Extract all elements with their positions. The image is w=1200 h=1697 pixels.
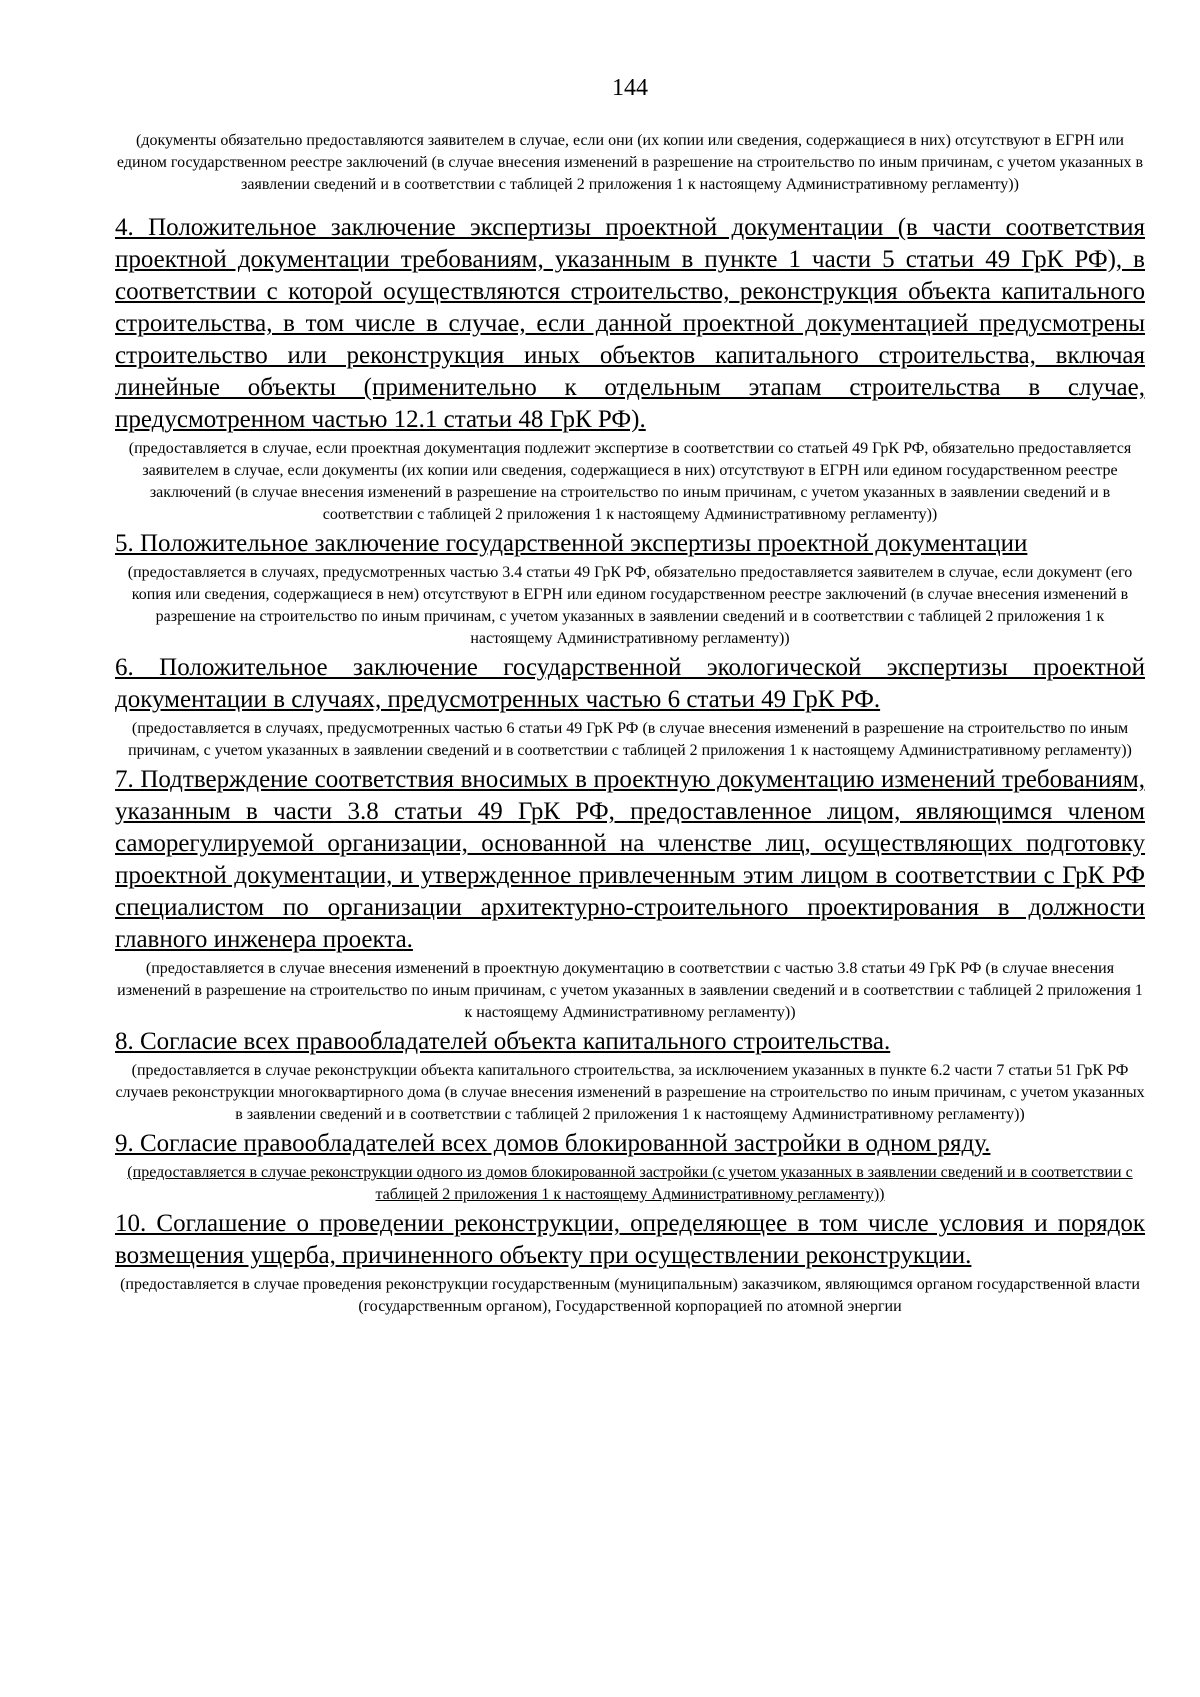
item-10-note: (предоставляется в случае проведения реконструкции государственным (муниципальным) заказчиком, являющимся органом государственной власти (государственным органом), Государственной корпорацией по атомной энергии [120, 1276, 1140, 1315]
item-6-note: (предоставляется в случаях, предусмотренных частью 6 статьи 49 ГрК РФ (в случае внесения изменений в разрешение на строительство по иным причинам, с учетом указанных в заявлении сведений и в соответствии с таблицей 2 приложения 1 к настоящему Административному регламенту)) [128, 720, 1132, 759]
page-content [115, 130, 1145, 1318]
item-9-title: 9. Согласие правообладателей всех домов блокированной застройки в одном ряду. [115, 1130, 991, 1157]
item-4-note: (предоставляется в случае, если проектная документация подлежит экспертизе в соответствии со статьей 49 ГрК РФ, обязательно предоставляется заявителем в случае, если документы (их копии или сведения, содержащиеся в них) отсутствуют в ЕГРН или едином государственном реестре заключений (в случае внесения изменений в разрешение на строительство по иным причинам, с учетом указанных в заявлении сведений и в соответствии с таблицей 2 приложения 1 к настоящему Административному регламенту)) [128, 440, 1132, 523]
page-number: 144 [612, 75, 648, 101]
item-5-title: 5. Положительное заключение государственной экспертизы проектной документации [115, 530, 1028, 557]
item-8-note: (предоставляется в случае реконструкции объекта капитального строительства, за исключением указанных в пункте 6.2 части 7 статьи 51 ГрК РФ случаев реконструкции многоквартирного дома (в случае внесения изменений в разрешение на строительство по иным причинам, с учетом указанных в заявлении сведений и в соответствии с таблицей 2 приложения 1 к настоящему Административному регламенту)) [115, 1062, 1145, 1123]
item-6-title: 6. Положительное заключение государственной экологической экспертизы проектной документации в случаях, предусмотренных частью 6 статьи 49 ГрК РФ. [115, 654, 1145, 713]
item-5-note: (предоставляется в случаях, предусмотренных частью 3.4 статьи 49 ГрК РФ, обязательно предоставляется заявителем в случае, если документ (его копия или сведения, содержащиеся в нем) отсутствуют в ЕГРН или едином государственном реестре заключений (в случае внесения изменений в разрешение на строительство по иным причинам, с учетом указанных в заявлении сведений и в соответствии с таблицей 2 приложения 1 к настоящему Административному регламенту)) [127, 564, 1133, 647]
item-4-title: 4. Положительное заключение экспертизы проектной документации (в части соответствия проектной документации требованиям, указанным в пункте 1 части 5 статьи 49 ГрК РФ), в соответствии с которой осуществляются строительство, реконструкция объекта капитального строительства, в том числе в случае, если данной проектной документацией предусмотрены строительство или реконструкция иных объектов капитального строительства, включая линейные объекты (применительно к отдельным этапам строительства в случае, предусмотренном частью 12.1 статьи 48 ГрК РФ). [115, 214, 1145, 433]
item-8-title: 8. Согласие всех правообладателей объекта капитального строительства. [115, 1028, 891, 1055]
item-7-note: (предоставляется в случае внесения изменений в проектную документацию в соответствии с частью 3.8 статьи 49 ГрК РФ (в случае внесения изменений в разрешение на строительство по иным причинам, с учетом указанных в заявлении сведений и в соответствии с таблицей 2 приложения 1 к настоящему Административному регламенту)) [117, 960, 1143, 1021]
item-10-title: 10. Соглашение о проведении реконструкции, определяющее в том числе условия и порядок возмещения ущерба, причиненного объекту при осуществлении реконструкции. [115, 1210, 1145, 1269]
intro-note: (документы обязательно предоставляются заявителем в случае, если они (их копии или сведения, содержащиеся в них) отсутствуют в ЕГРН или едином государственном реестре заключений (в случае внесения изменений в разрешение на строительство по иным причинам, с учетом указанных в заявлении сведений и в соответствии с таблицей 2 приложения 1 к настоящему Административному регламенту)) [116, 132, 1144, 193]
item-7-title: 7. Подтверждение соответствия вносимых в проектную документацию изменений требованиям, указанным в части 3.8 статьи 49 ГрК РФ, предоставленное лицом, являющимся членом саморегулируемой организации, основанной на членстве лиц, осуществляющих подготовку проектной документации, и утвержденное привлеченным этим лицом в соответствии с ГрК РФ специалистом по организации архитектурно-строительного проектирования в должности главного инженера проекта. [115, 766, 1145, 953]
item-9-note: (предоставляется в случае реконструкции одного из домов блокированной застройки (с учетом указанных в заявлении сведений и в соответствии с таблицей 2 приложения 1 к настоящему Административному регламенту)) [127, 1164, 1133, 1203]
